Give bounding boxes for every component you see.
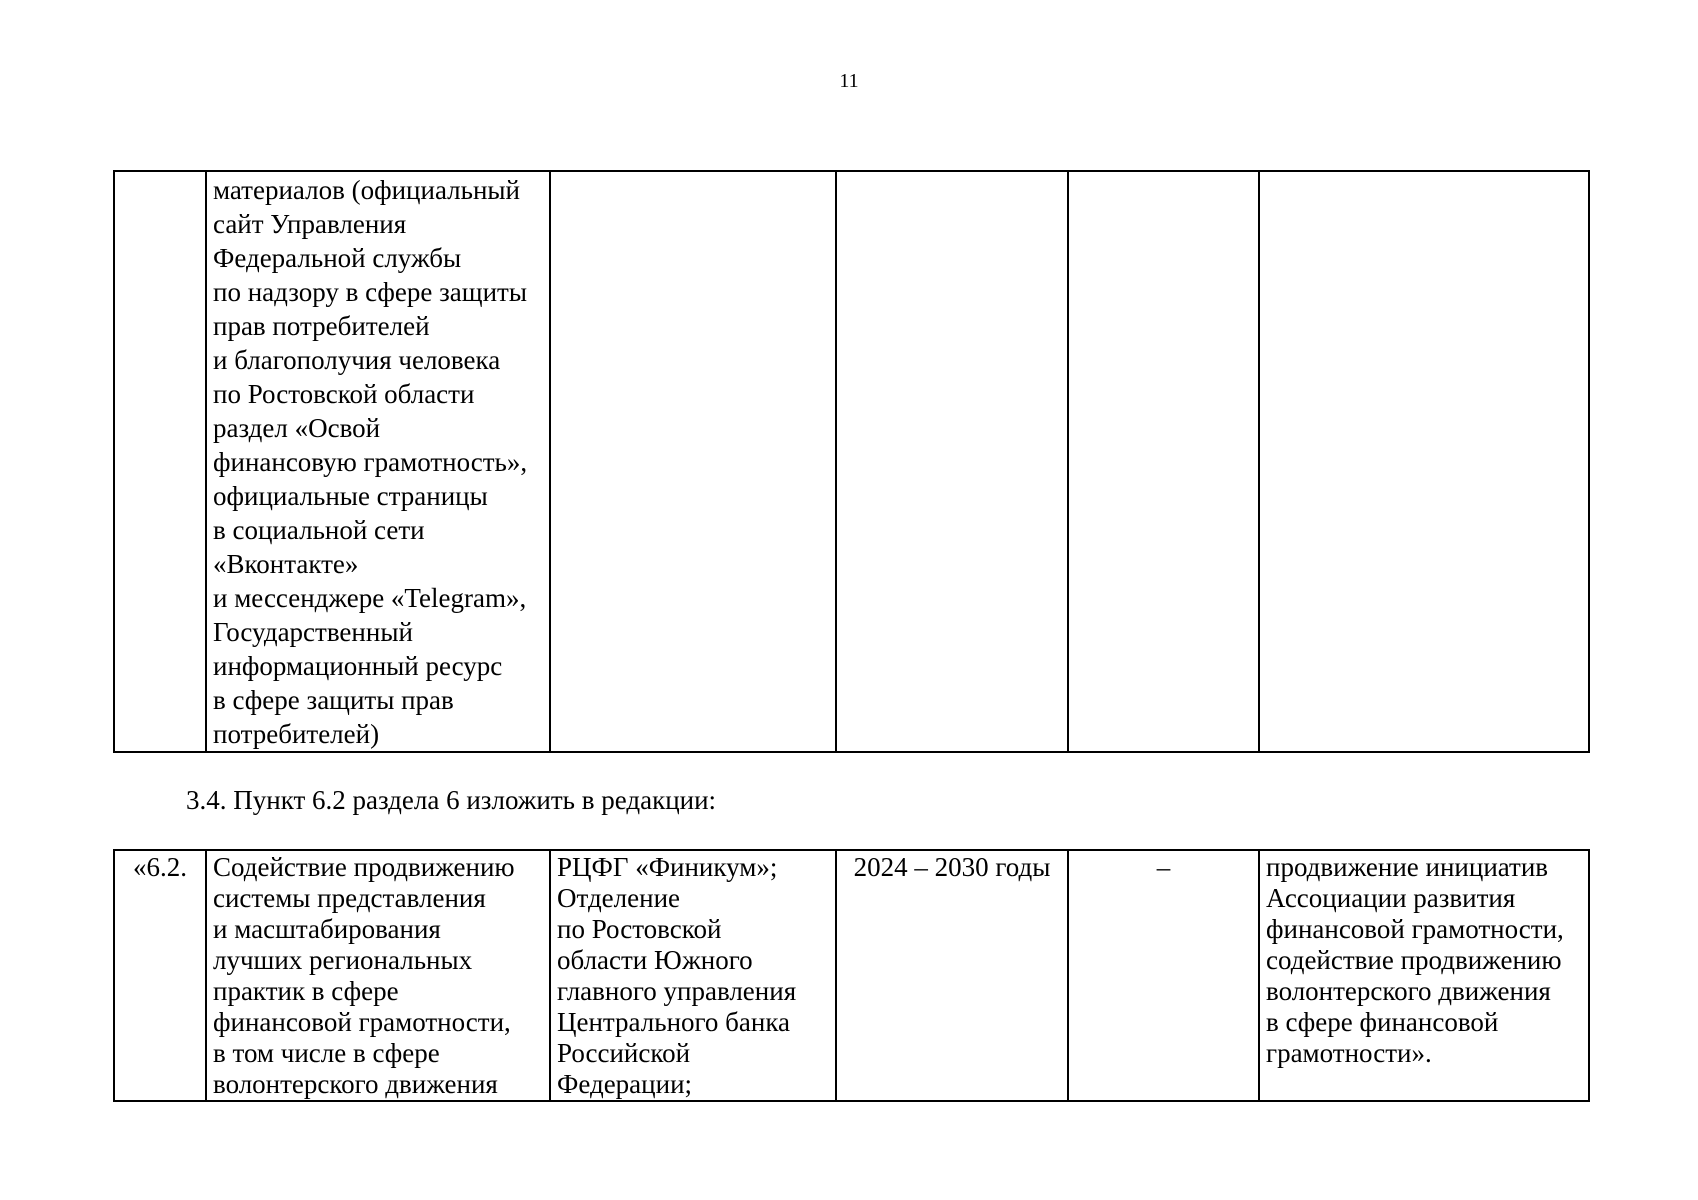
cell-activity: Содействие продвижению системы представления и масштабирования лучших региональных практик в сфере финансовой грамотности, в том числе в сфере волонтерского движения: [206, 850, 550, 1101]
cell-number: «6.2.: [114, 850, 206, 1101]
cell-executors: РЦФГ «Финикум»; Отделение по Ростовской области Южного главного управления Центрального банка Российской Федерации;: [550, 850, 836, 1101]
cell-result: [1259, 171, 1589, 752]
cell-activity: материалов (официальный сайт Управления Федеральной службы по надзору в сфере защиты прав потребителей и благополучия человека по Ростовской области раздел «Освой финансовую грамотность», официальные страницы в социальной сети «Вконтакте» и мессенджере «Telegram», Государственный информационный ресурс в сфере защиты прав потребителей): [206, 171, 550, 752]
table-row: [114, 850, 1589, 1101]
amendment-paragraph: 3.4. Пункт 6.2 раздела 6 изложить в редакции:: [186, 785, 717, 815]
page-number: 11: [839, 70, 859, 92]
continued-table: [113, 170, 1590, 753]
cell-number: [114, 171, 206, 752]
cell-result: продвижение инициатив Ассоциации развития финансовой грамотности, содействие продвижению волонтерского движения в сфере финансовой грамотности».: [1259, 850, 1589, 1101]
table-row: [114, 171, 1589, 752]
amended-item-table: [113, 849, 1590, 1102]
cell-executors: [550, 171, 836, 752]
cell-period: [836, 171, 1068, 752]
cell-funding: [1068, 171, 1259, 752]
cell-period: 2024 – 2030 годы: [836, 850, 1068, 1101]
cell-funding: –: [1068, 850, 1259, 1101]
